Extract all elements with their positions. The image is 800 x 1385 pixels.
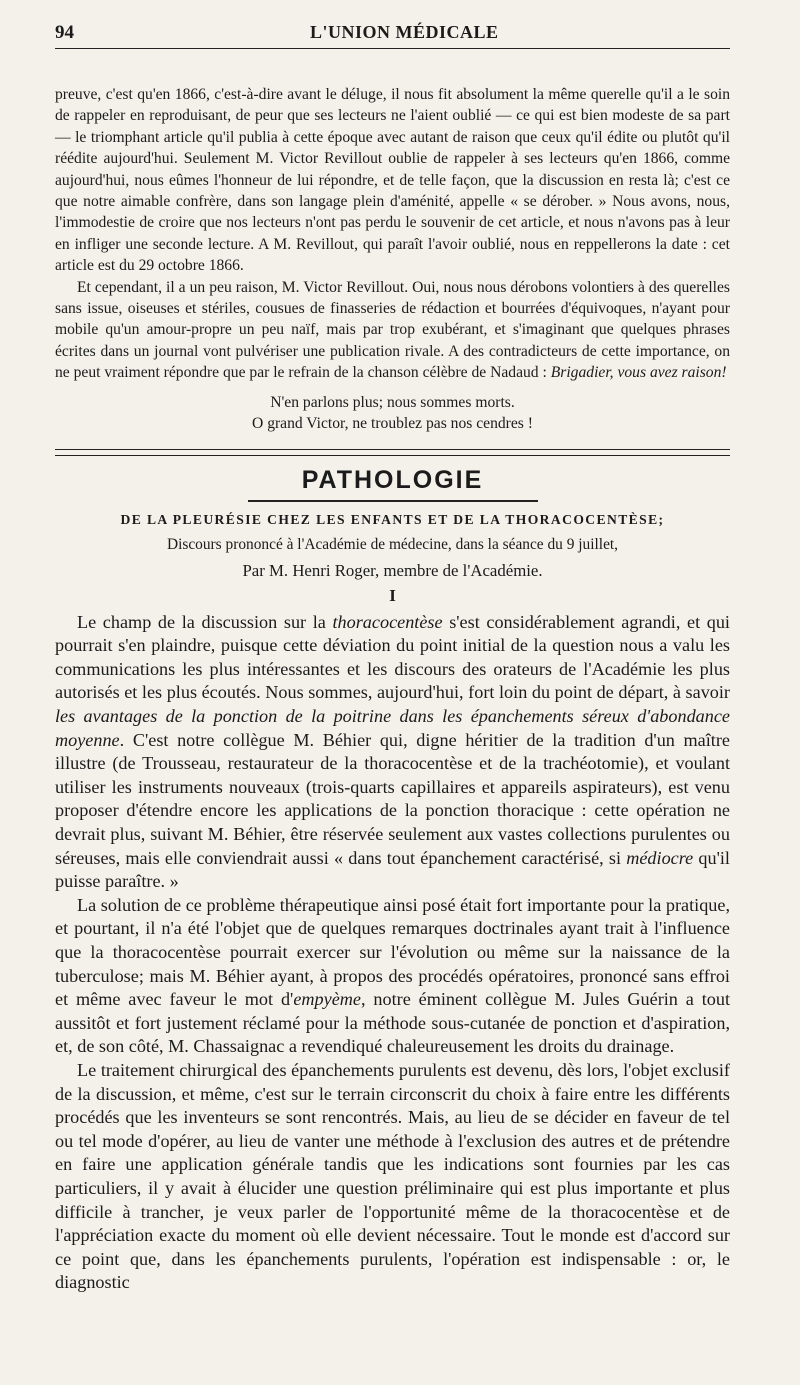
article-paragraph-2 bbox=[55, 894, 730, 1059]
article-title: DE LA PLEURÉSIE CHEZ LES ENFANTS ET DE LA THORACOCENTÈSE; bbox=[120, 511, 665, 527]
p1-text-g: qu'il puisse paraître. » bbox=[55, 847, 730, 892]
p1-text-a: Le champ de la discussion sur la bbox=[77, 611, 333, 632]
p2-text-a: La solution de ce problème thérapeutique ainsi posé était fort importante pour la pratique, et pourtant, il n'a été l'objet que de quelques remarques doctrinales ayant trait à l'influence que la thoracocentèse pourrait exercer sur l'évolution ou même sur la naissance de la tuberculose; mais M. Béhier ayant, à propos des procédés opératoires, prononcé sans effroi et même avec faveur le mot d' bbox=[55, 894, 730, 1010]
header-rule bbox=[55, 48, 730, 49]
page-number: 94 bbox=[55, 22, 74, 43]
page-header bbox=[55, 22, 730, 52]
refrain-quote: Brigadier, vous avez raison! bbox=[550, 364, 727, 382]
part-number: I bbox=[389, 585, 396, 605]
section-title: PATHOLOGIE bbox=[301, 465, 484, 494]
verse-line-1: N'en parlons plus; nous sommes morts. bbox=[270, 393, 515, 411]
verse bbox=[55, 392, 730, 434]
p1-emphasis-mediocre: médiocre bbox=[626, 847, 694, 868]
article-author: Par M. Henri Roger, membre de l'Académie. bbox=[242, 560, 543, 580]
p1-emphasis-avantages: les avantages de la ponction de la poitrine dans les épanchements séreux d'abondance moyenne bbox=[55, 706, 730, 750]
p1-text-c: s'est considérablement agrandi, et qui pourrait s'en plaindre, puisque cette déviation du point initial de la question nous a valu les communications les plus intéressantes et les discours des orateurs de l'Académie les plus autorisés et les plus écoutés. Nous sommes, aujourd'hui, fort loin du point de départ, à savoir bbox=[55, 611, 730, 703]
intro-paragraph-2-text: Et cependant, il a un peu raison, M. Victor Revillout. Oui, nous nous dérobons volontiers à des querelles sans issue, oiseuses et stériles, cousues de finasseries de rédaction et bourrées d'équivoques, n'ayant pour mobile qu'un amour-propre un peu naïf, mais par trop exubérant, et s'imaginant que quelques phrases écrites dans un journal vont pulvériser une publication rivale. A des contradicteurs de cette importance, on ne peut vraiment répondre que par le refrain de la chanson célèbre de Nadaud : bbox=[55, 278, 730, 382]
section-title-rule bbox=[248, 500, 538, 502]
journal-title: L'UNION MÉDICALE bbox=[310, 22, 499, 42]
verse-line-2: O grand Victor, ne troublez pas nos cendres ! bbox=[252, 414, 533, 432]
intro-paragraph-1: preuve, c'est qu'en 1866, c'est-à-dire avant le déluge, il nous fit absolument la même querelle qu'il a le soin de rappeler en reproduisant, de peur que ses lecteurs ne l'aient oublié — ce qui est bien modeste de sa part — le triomphant article qu'il publia à cette époque avec autant de raison que ceux qu'il édite ou plutôt qu'il réédite aujourd'hui. Seulement M. Victor Revillout oublie de rappeler à ses lecteurs qu'en 1866, comme aujourd'hui, nous eûmes l'honneur de lui répondre, et de telle façon, que la discussion en resta là; c'est ce que notre aimable confrère, dans son langage plein d'aménité, appelle « se dérober. » Nous avons, nous, l'immodestie de croire que nos lecteurs n'ont pas perdu le souvenir de cet article, et nous n'avons pas à leur en infliger une seconde lecture. A M. Revillout, qui paraît l'avoir oublié, nous en reppellerons la date : cet article est du 29 octobre 1866. bbox=[55, 86, 730, 275]
intro-paragraph-2 bbox=[55, 277, 730, 384]
p1-emphasis-thoracocentese: thoracocentèse bbox=[332, 611, 443, 632]
article-paragraph-1 bbox=[55, 611, 730, 894]
article-subtitle: Discours prononcé à l'Académie de médecine, dans la séance du 9 juillet, bbox=[166, 535, 619, 553]
section-divider bbox=[55, 449, 730, 456]
p2-text-c: , notre éminent collègue M. Jules Guérin a tout aussitôt et fort justement réclamé pour la méthode sous-cutanée de ponction et d'aspiration, et, de son côté, M. Chassaignac a revendiqué chaleureusement les droits du drainage. bbox=[55, 989, 730, 1057]
p2-emphasis-empyeme: empyème bbox=[293, 989, 361, 1010]
p1-text-e: . C'est notre collègue M. Béhier qui, digne héritier de la tradition d'un maître illustre (de Trousseau, restaurateur de la thoracocentèse et de la trachéotomie), et voulant utiliser les instruments nouveaux (trois-quarts capillaires et appareils aspirateurs), est venu proposer d'étendre encore les applications de la ponction thoracique : cette opération ne devrait plus, suivant M. Béhier, être réservée seulement aux vastes collections purulentes ou séreuses, mais elle conviendrait aussi « dans tout épanchement caractérisé, si bbox=[55, 729, 730, 868]
article-paragraph-3: Le traitement chirurgical des épanchements purulents est devenu, dès lors, l'objet exclusif de la discussion, et même, c'est sur le terrain circonscrit du choix à faire entre les différents procédés que les inventeurs se sont rencontrés. Mais, au lieu de se décider en faveur de tel ou tel mode d'opérer, au lieu de vanter une méthode à l'exclusion des autres et de prétendre en faire une application générale tandis que les indications sont fournies par les cas particuliers, il y avait à élucider une question préliminaire qui est plus importante et plus difficile à trancher, je veux parler de l'opportunité même de la thoracocentèse et de l'appréciation exacte du moment où elle devient nécessaire. Tout le monde est d'accord sur ce point que, dans les épanchements purulents, l'opération est indispensable : or, le diagnostic bbox=[55, 1059, 730, 1293]
